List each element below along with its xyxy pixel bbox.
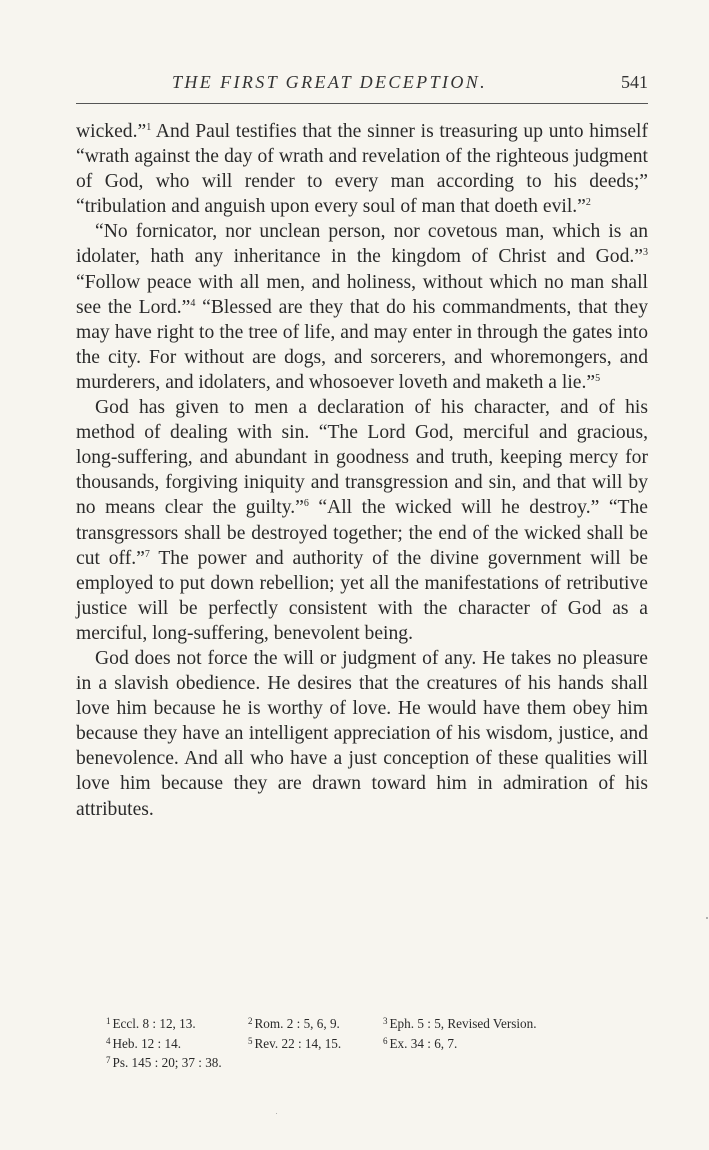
footnote-reference: 6 bbox=[303, 498, 309, 510]
footnote-number: 7 bbox=[106, 1055, 111, 1065]
body-paragraph bbox=[76, 646, 648, 822]
paragraph-text: “No fornicator, nor unclean person, nor covetous man, which is an idolater, hath any inheritance in the kingdom of Christ and God.” bbox=[76, 221, 648, 268]
body-paragraph bbox=[76, 395, 648, 646]
footnote-reference: 1 bbox=[146, 122, 152, 133]
footnote-number: 5 bbox=[248, 1035, 253, 1046]
footnote-number: 6 bbox=[383, 1035, 388, 1046]
paragraph-text: The power and authority of the divine government will be employed to put down rebellion; yet all the manifestations of retributive justice will be perfectly consistent with the character of God as a merciful, long-suffering, benevolent being. bbox=[76, 547, 648, 644]
paper-speck bbox=[276, 1113, 277, 1114]
footnote-number: 4 bbox=[106, 1035, 111, 1046]
footnote-citation: Eccl. 8 : 12, 13. bbox=[112, 1016, 196, 1031]
footnote-reference: 7 bbox=[144, 548, 150, 560]
footnote-item bbox=[383, 1012, 537, 1034]
paragraph-text: “All the wicked will he destroy.” “The transgressors shall be destroyed together; the end of the wicked shall be cut off.” bbox=[76, 497, 648, 569]
header-rule bbox=[76, 103, 648, 104]
footnote-item bbox=[248, 1032, 341, 1054]
footnote-citation: Rev. 22 : 14, 15. bbox=[254, 1035, 342, 1051]
footnote-reference: 4 bbox=[190, 297, 196, 309]
footnote-citation: Ex. 34 : 6, 7. bbox=[389, 1035, 458, 1051]
footnote-citation: Rom. 2 : 5, 6, 9. bbox=[254, 1016, 340, 1031]
footnote-item bbox=[106, 1012, 196, 1034]
footnote-number: 3 bbox=[383, 1016, 388, 1026]
footnote-citation: Ps. 145 : 20; 37 : 38. bbox=[112, 1055, 222, 1070]
body-text bbox=[76, 119, 648, 822]
footnotes bbox=[76, 1012, 648, 1071]
footnote-item bbox=[248, 1012, 340, 1034]
body-paragraph bbox=[76, 219, 648, 395]
footnote-number: 2 bbox=[248, 1016, 253, 1026]
footnote-citation: Eph. 5 : 5, Revised Version. bbox=[389, 1016, 537, 1031]
paragraph-text: And Paul testifies that the sinner is treasuring up unto himself “wrath against the day of wrath and revelation of the righteous judgment of God, who will render to every man according to his deeds;” “tribulation and anguish upon every soul of man that doeth evil.” bbox=[76, 121, 648, 218]
paper-speck bbox=[706, 917, 708, 919]
body-paragraph bbox=[76, 119, 648, 219]
footnote-reference: 2 bbox=[585, 197, 591, 209]
running-head bbox=[76, 72, 648, 100]
footnote-line bbox=[76, 1051, 648, 1071]
paragraph-text: God does not force the will or judgment of any. He takes no pleasure in a slavish obedience. He desires that the creatures of his hands shall love him because he is worthy of love. He would have them obey him because they have an intelligent appreciation of his wisdom, justice, and benevolence. And all who have a just conception of these qualities will love him because they are drawn toward him in admiration of his attributes. bbox=[76, 647, 648, 820]
footnote-reference: 3 bbox=[643, 247, 648, 259]
running-title: THE FIRST GREAT DECEPTION. bbox=[172, 72, 488, 92]
footnote-line bbox=[76, 1012, 648, 1032]
page-number: 541 bbox=[621, 72, 648, 92]
paragraph-text: God has given to men a declaration of his character, and of his method of dealing with sin. “The Lord God, merciful and gracious, long-suffering, and abundant in goodness and truth, keeping mercy for thousands, forgiving iniquity and transgression and sin, and that will by no means clear the guilty.” bbox=[76, 397, 648, 519]
footnote-citation: Heb. 12 : 14. bbox=[112, 1035, 181, 1051]
footnote-item bbox=[106, 1032, 181, 1054]
footnote-line bbox=[76, 1032, 648, 1052]
footnote-item bbox=[383, 1032, 457, 1054]
footnote-item bbox=[106, 1051, 222, 1073]
paragraph-text: “Follow peace with all men, and holiness, without which no man shall see the Lord.” bbox=[76, 271, 648, 318]
footnote-reference: 5 bbox=[595, 372, 601, 384]
paragraph-text: “Blessed are they that do his commandments, that they may have right to the tree of life, and may enter in through the gates into the city. For without are dogs, and sorcerers, and whoremongers, and murderers, and idolaters, and whosoever loveth and maketh a lie.” bbox=[76, 296, 649, 393]
paragraph-text: wicked.” bbox=[76, 121, 147, 142]
footnote-number: 1 bbox=[106, 1016, 111, 1026]
